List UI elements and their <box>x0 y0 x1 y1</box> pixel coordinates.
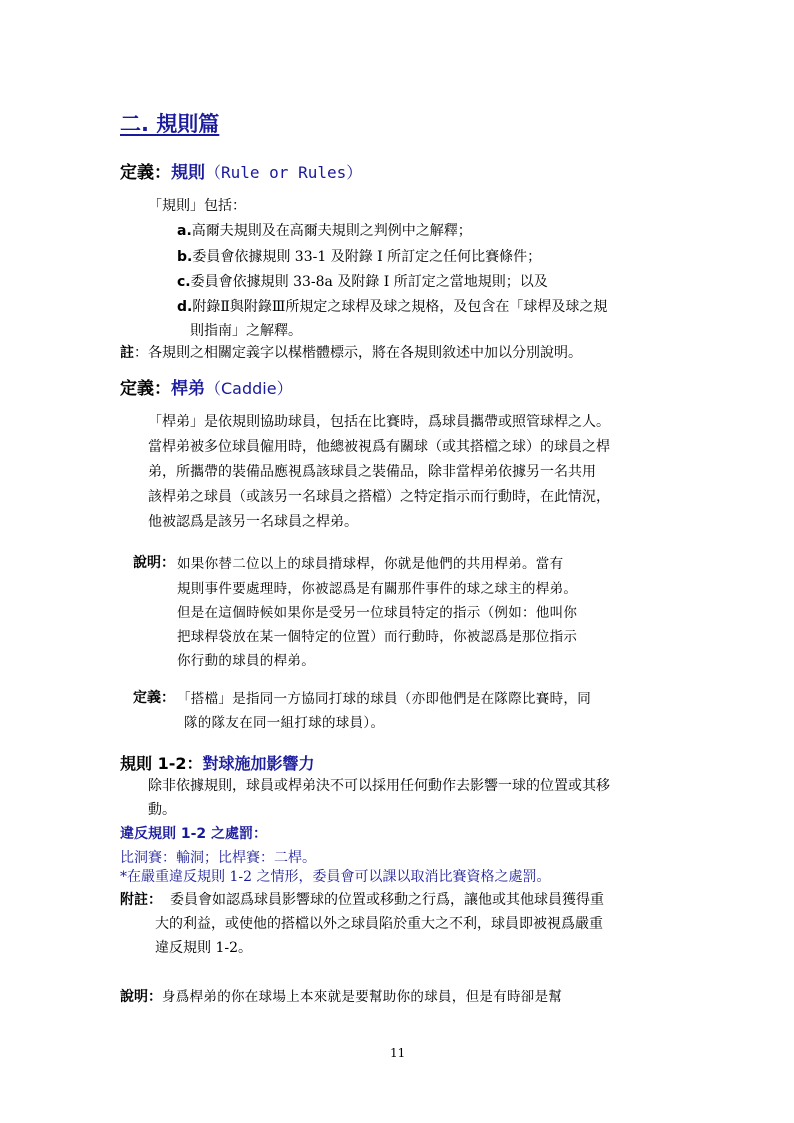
rules-item-d: d.附錄Ⅱ與附錄Ⅲ所規定之球桿及球之規格，及包含在「球桿及球之規 <box>177 299 608 315</box>
note-label: 註 <box>120 345 134 361</box>
caddie-para-line-3: 弟，所攜帶的裝備品應視爲該球員之裝備品，除非當桿弟依據另一名共用 <box>148 464 596 480</box>
definition-term: 桿弟 <box>171 379 205 399</box>
penalty-heading: 違反規則 1-2 之處罰： <box>120 826 268 842</box>
partner-definition-label: 定義： <box>133 690 175 706</box>
rule-1-2-heading <box>120 751 315 774</box>
definition-rules-heading <box>120 158 362 183</box>
rules-item-a: a.高爾夫規則及在高爾夫規則之判例中之解釋； <box>177 223 472 239</box>
rule-1-2-body-line-1: 除非依據規則，球員或桿弟決不可以採用任何動作去影響一球的位置或其移 <box>148 778 610 794</box>
page-number: 11 <box>390 1046 406 1060</box>
definition-term-en: （Caddie） <box>205 379 293 398</box>
caddie-explain-line-3: 但是在這個時候如果你是受另一位球員特定的指示（例如：他叫你 <box>177 605 578 621</box>
rule-title: 對球施加影響力 <box>202 754 315 773</box>
partner-definition-line-2: 隊的隊友在同一組打球的球員）。 <box>184 715 385 731</box>
caddie-para-line-4: 該桿弟之球員（或該另一名球員之搭檔）之特定指示而行動時，在此情況， <box>148 489 610 505</box>
caddie-para-line-5: 他被認爲是該另一名球員之桿弟。 <box>148 514 358 530</box>
rules-item-b: b.委員會依據規則 33-1 及附錄 I 所訂定之任何比賽條件； <box>177 249 542 265</box>
rule-1-2-note-line-3: 違反規則 1-2。 <box>155 940 252 956</box>
rule-1-2-body-line-2: 動。 <box>148 802 176 818</box>
rule-1-2-note-label: 附註： <box>120 892 162 908</box>
caddie-explain-label: 說明： <box>133 555 175 571</box>
rules-intro: 「規則」包括： <box>148 198 246 214</box>
definition-term: 規則 <box>171 163 205 183</box>
rule-1-2-note-line-1: 委員會如認爲球員影響球的位置或移動之行爲，讓他或其他球員獲得重 <box>170 892 604 908</box>
definition-label: 定義： <box>120 163 171 183</box>
caddie-explain-line-2: 規則事件要處理時，你被認爲是有關那件事件的球之球主的桿弟。 <box>177 581 578 597</box>
penalty-line-1: 比洞賽：輸洞；比桿賽：二桿。 <box>120 850 316 866</box>
caddie-explain-line-1: 如果你替二位以上的球員揹球桿，你就是他們的共用桿弟。當有 <box>177 556 564 572</box>
definition-caddie-heading: 定義：桿弟（Caddie） <box>120 379 293 399</box>
rule-1-2-explain: 說明：身爲桿弟的你在球場上本來就是要幫助你的球員，但是有時卻是幫 <box>120 989 563 1005</box>
section-title: 二. 規則篇 <box>120 112 220 136</box>
partner-definition-line-1: 「搭檔」是指同一方協同打球的球員（亦即他們是在隊際比賽時，同 <box>177 691 591 707</box>
explain-label: 說明： <box>120 989 162 1005</box>
definition-term-en: （Rule or Rules） <box>205 163 363 182</box>
rules-item-d-continued: 則指南」之解釋。 <box>190 323 302 339</box>
rule-label: 規則 1-2： <box>120 754 203 773</box>
rules-item-c: c.委員會依據規則 33-8a 及附錄 I 所訂定之當地規則；以及 <box>177 274 548 290</box>
rule-1-2-note-line-2: 大的利益，或使他的搭檔以外之球員陷於重大之不利，球員即被視爲嚴重 <box>155 916 603 932</box>
caddie-para-line-2: 當桿弟被多位球員僱用時，他總被視爲有關球（或其搭檔之球）的球員之桿 <box>148 439 610 455</box>
caddie-explain-line-5: 你行動的球員的桿弟。 <box>177 653 315 669</box>
caddie-explain-line-4: 把球桿袋放在某一個特定的位置）而行動時，你被認爲是那位指示 <box>177 629 578 645</box>
rules-note: 註：各規則之相關定義字以楳楷體標示，將在各規則敘述中加以分別說明。 <box>120 345 582 361</box>
caddie-para-line-1: 「桿弟」是依規則協助球員，包括在比賽時，爲球員攜帶或照管球桿之人。 <box>148 414 610 430</box>
penalty-line-2: *在嚴重違反規則 1-2 之情形，委員會可以課以取消比賽資格之處罰。 <box>120 869 551 885</box>
